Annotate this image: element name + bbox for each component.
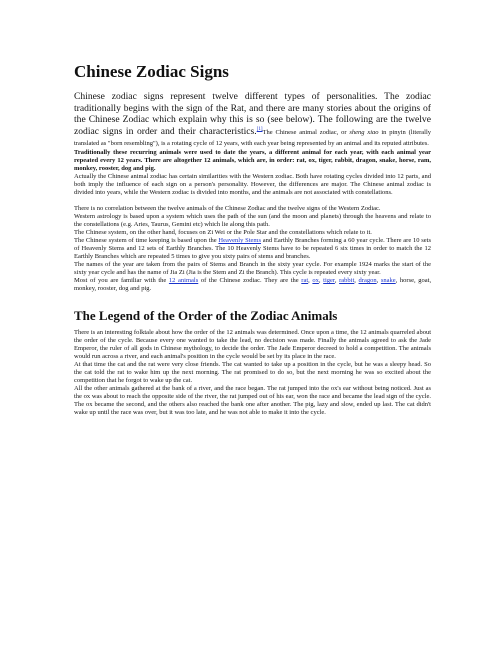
dragon-link[interactable]: dragon <box>358 276 377 284</box>
familiar-pre: Most of you are familiar with the <box>74 276 169 284</box>
intro-rest-1: The Chinese animal zodiac, or <box>262 128 350 136</box>
intro-paragraph <box>74 91 431 149</box>
familiar-post: , horse, goat, monkey, rooster, dog and pig. <box>74 276 432 292</box>
document-page <box>74 62 431 417</box>
tiger-link[interactable]: tiger <box>323 276 335 284</box>
blank-line <box>74 197 431 205</box>
heavenly-stems-link[interactable]: Heavenly Stems <box>218 236 261 244</box>
familiar-paragraph: Most of you are familiar with the 12 animals of the Chinese zodiac. They are the rat, ox, tiger, rabbit, dragon, snake, horse, goat, monkey, rooster, dog and pig. <box>74 276 432 292</box>
chinese-system-paragraph: The Chinese system, on the other hand, focuses on Zi Wei or the Pole Star and the constellations which relate to it. <box>74 228 372 236</box>
legend-paragraph-3: All the other animals gathered at the bank of a river, and the race began. The rat jumped into the ox's ear without being noticed. Just as the ox was about to reach the opposite side of the river, the rat jumped out of his ear, won the race and became the lead sign of the cycle. The ox became the second, and the others also reached the bank one after another. The pig, lazy and slow, ended up last. The cat didn't wake up until the race was over, but it was too late, and he was not able to make it into the cycle. <box>74 385 431 417</box>
no-correlation-paragraph: There is no correlation between the twelve animals of the Chinese Zodiac and the twelve signs of the Western Zodiac. <box>74 204 381 212</box>
western-astrology-paragraph: Western astrology is based upon a system which uses the path of the sun (and the moon and planets) through the heavens and relate to the constellations (e.g. Aries, Taurus, Gemini etc) which lie along this path. <box>74 212 431 228</box>
section-gap <box>74 293 431 308</box>
names-of-year-paragraph: The names of the year are taken from the pairs of Stems and Branch in the sixty year cycle. For example 1924 marks the start of the sixty year cycle and has the name of Jia Zi (Jia is the Stem and Zi the Branch). This cycle is repeated every sixty year. <box>74 260 431 276</box>
snake-link[interactable]: snake <box>380 276 396 284</box>
page-title: Chinese Zodiac Signs <box>74 62 229 81</box>
legend-section <box>74 308 431 418</box>
intro-rest-2: in pinyin (literally translated as "born resembling"), is a rotating cycle of 12 years, with each year being represented by an animal and its reputed attributes. <box>74 128 431 148</box>
legend-paragraph-1: There is an interesting folktale about how the order of the 12 animals was determined. Once upon a time, the 12 animals quarreled about the order of the cycle. Because every one wanted to take the lead, no decision was made. Finally the animals agreed to ask the Jade Emperor, the ruler of all gods in Chinese mythology, to decide the order. The Jade Emperor decreed to hold a competition. The animals would run across a river, and each animal's position in the cycle would be set by its place in the race. <box>74 328 431 361</box>
rat-link[interactable]: rat <box>301 276 309 284</box>
legend-heading: The Legend of the Order of the Zodiac Animals <box>74 307 338 323</box>
intro-text: Chinese zodiac signs represent twelve different types of personalities. The zodiac traditionally begins with the sign of the Rat, and there are many stories about the origins of the Chinese Zodiac which explain why this is so (see below). The following are the twelve zodiac signs in order and their characteristics. <box>74 91 431 137</box>
stems-paragraph <box>74 237 431 261</box>
familiar-mid: of the Chinese zodiac. They are the <box>198 276 302 284</box>
rabbit-link[interactable]: rabbit <box>339 276 355 284</box>
traditional-paragraph: Traditionally these recurring animals were used to date the years, a different animal for each year, with each animal year repeated every 12 years. There are altogether 12 animals, which are, in order: rat, ox, tiger, rabbit, dragon, snake, horse, ram, monkey, rooster, dog and pig. <box>74 148 431 172</box>
ox-link[interactable]: ox <box>312 276 319 284</box>
similarities-paragraph: Actually the Chinese animal zodiac has certain similarities with the Western zodiac. Both have rotating cycles divided into 12 parts, and both imply the influence of each sign on a person's personality. However, the differences are major. The Chinese animal zodiac is divided into years, while the Western zodiac is divided into months, and the animals are not associated with constellations. <box>74 172 431 196</box>
footnote-link[interactable]: [1] <box>256 126 263 132</box>
sheng-xiao-term: sheng xiao <box>349 128 379 136</box>
stems-post: and Earthly Branches forming a 60 year cycle. There are 10 sets of Heavenly Stems and 12 sets of Earthly Branches. The 10 Heavenly Stems have to be repeated 6 six times in order to match the 12 Earthly Branches which are repeated 5 times to give you sixty pairs of stems and branches. <box>74 236 431 260</box>
legend-paragraph-2: At that time the cat and the rat were very close friends. The cat wanted to take up a position in the cycle, but he was a sleepy head. So the cat told the rat to wake him up the next morning. The rat promised to do so, but the next morning he was so excited about the competition that he forgot to wake up the cat. <box>74 361 431 385</box>
stems-pre: The Chinese system of time keeping is based upon the <box>74 236 219 244</box>
twelve-animals-link[interactable]: 12 animals <box>168 276 199 284</box>
